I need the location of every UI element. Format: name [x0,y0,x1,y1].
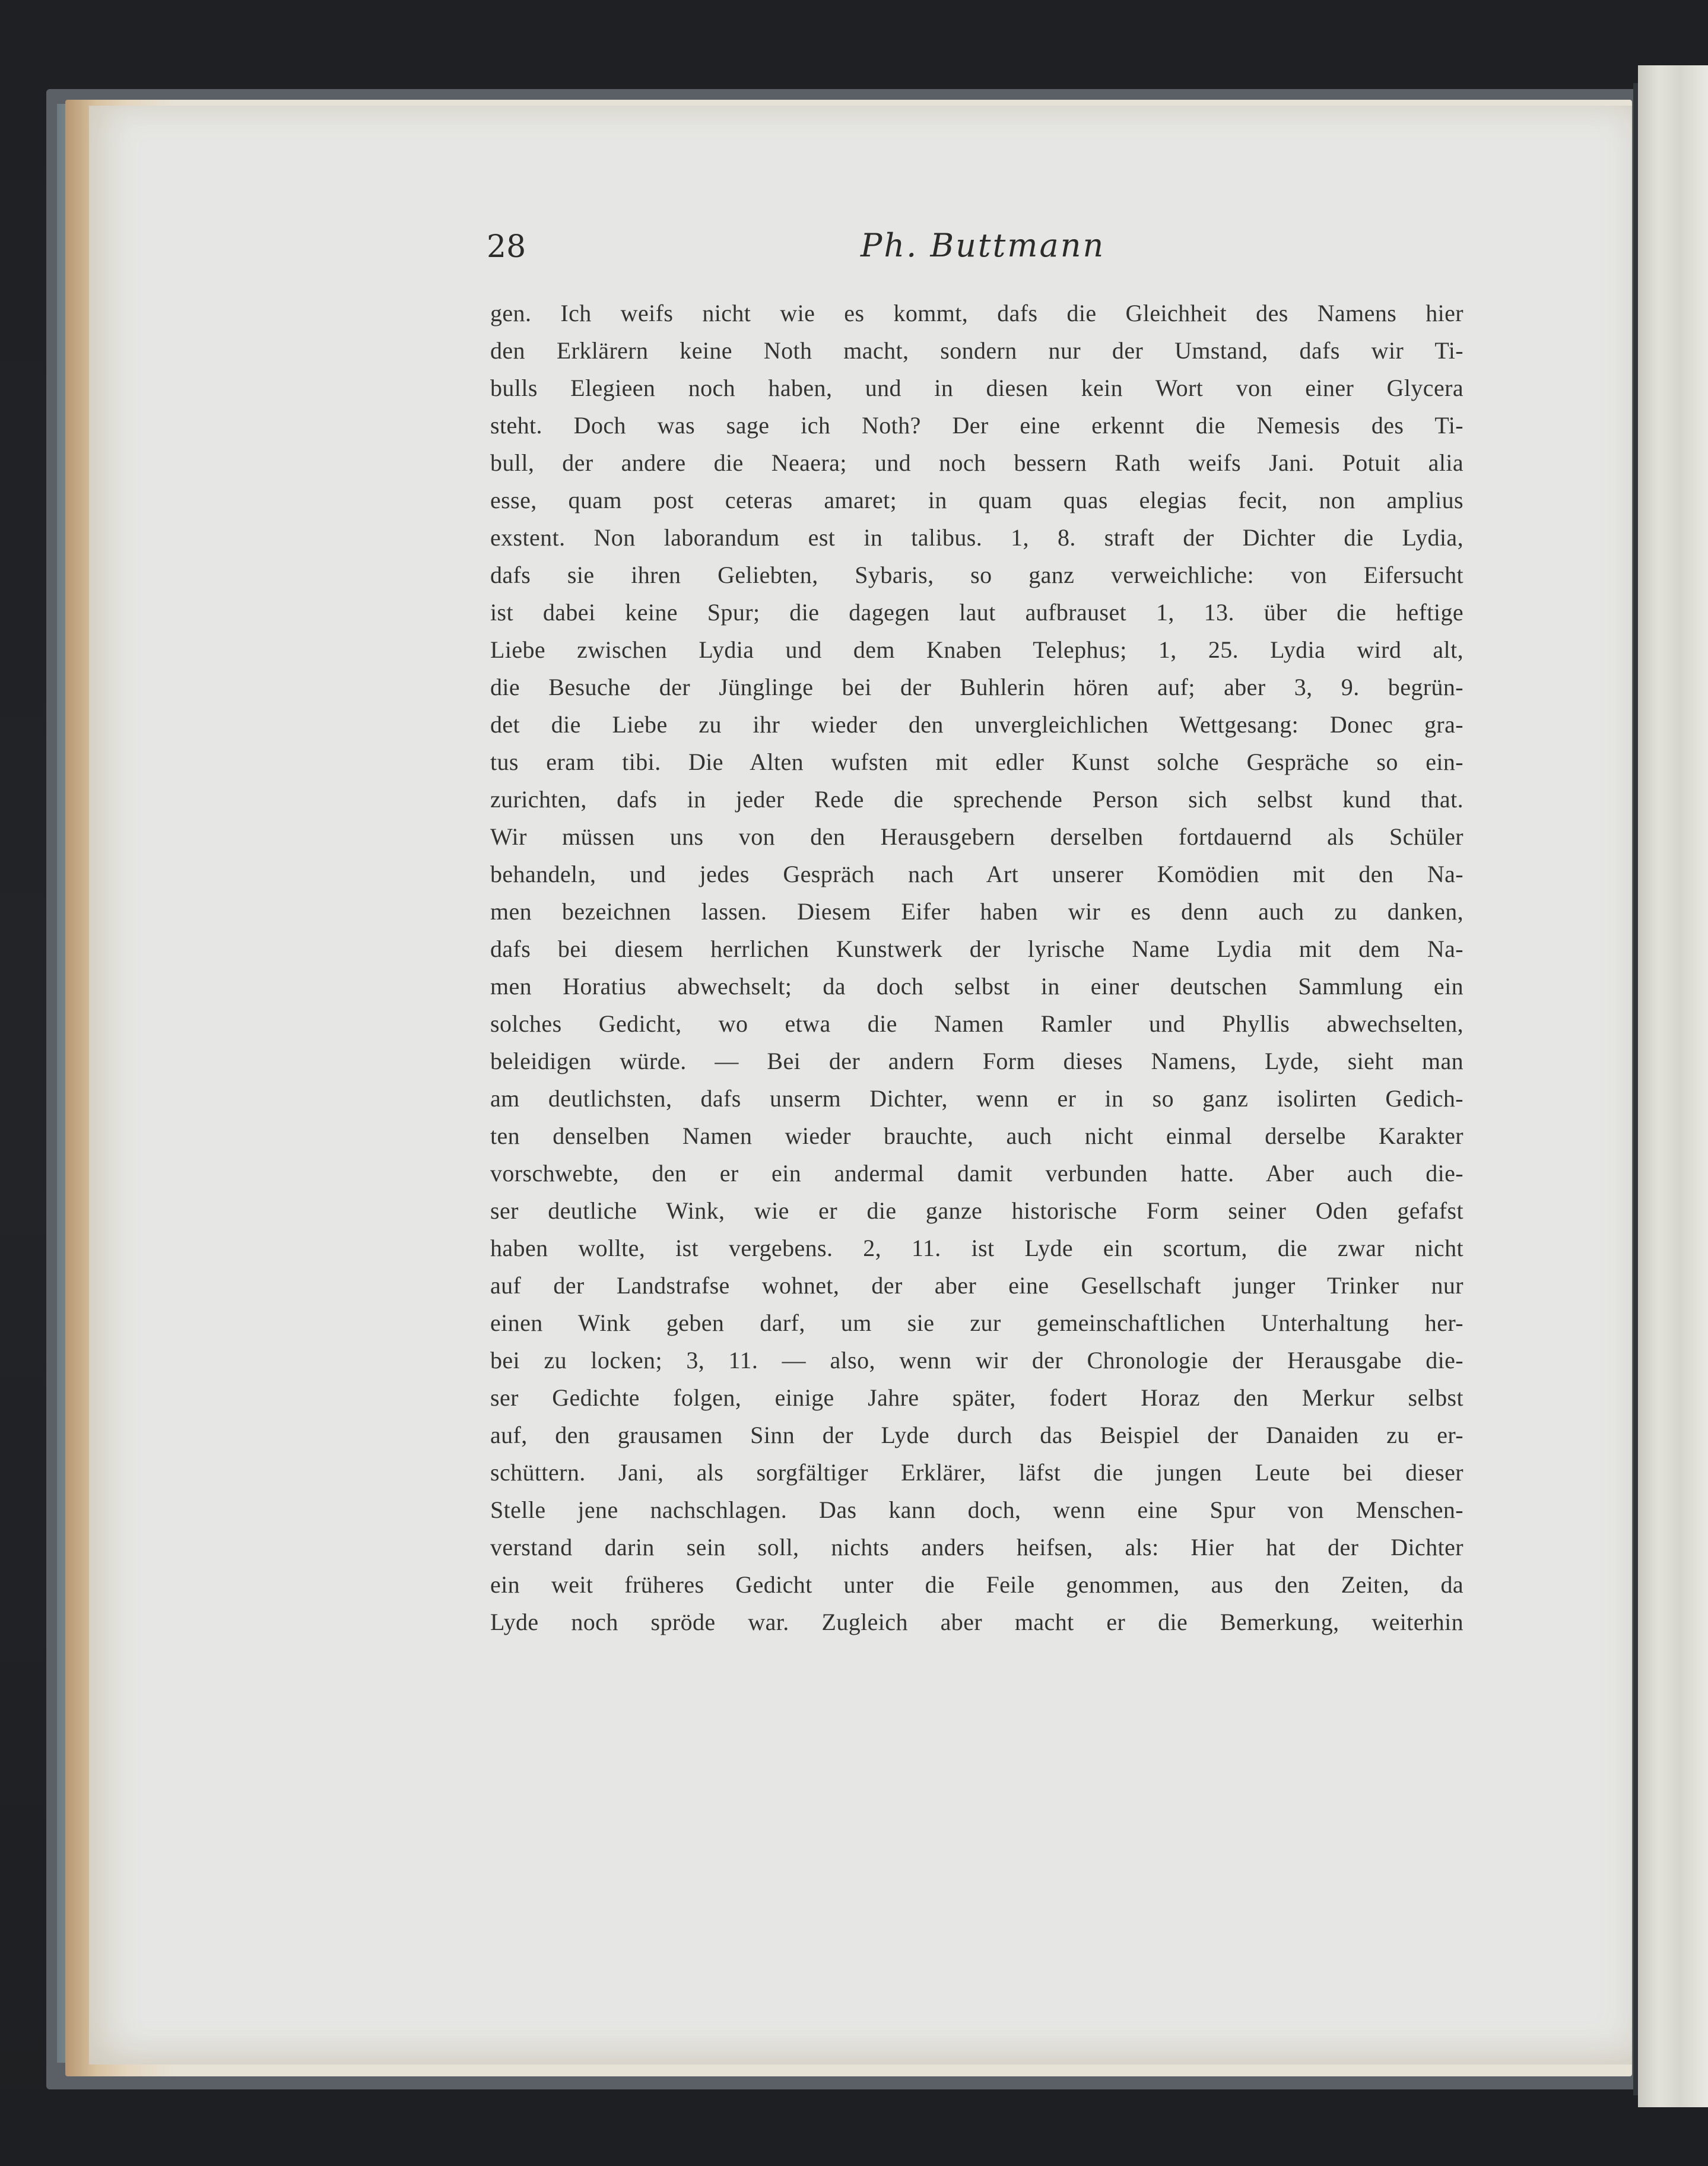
text-line: einen Wink geben darf, um sie zur gemeinschaftlichen Unterhaltung her- [490,1309,1463,1336]
text-line: Liebe zwischen Lydia und dem Knaben Telephus; 1, 25. Lydia wird alt, [490,636,1463,663]
page-number: 28 [487,229,526,265]
text-line: dafs sie ihren Geliebten, Sybaris, so ganz verweichliche: von Eifersucht [490,562,1463,588]
running-title: Ph. Buttmann [861,227,1106,264]
text-line: auf der Landstrafse wohnet, der aber eine Gesellschaft junger Trinker nur [490,1272,1463,1299]
text-line: bei zu locken; 3, 11. — also, wenn wir der Chronologie der Herausgabe die- [490,1347,1463,1374]
text-line: solches Gedicht, wo etwa die Namen Ramler und Phyllis abwechselten, [490,1010,1463,1037]
text-line: dafs bei diesem herrlichen Kunstwerk der lyrische Name Lydia mit dem Na- [490,935,1463,962]
text-line: ten denselben Namen wieder brauchte, auch nicht einmal derselbe Karakter [490,1122,1463,1149]
text-line: bulls Elegieen noch haben, und in diesen kein Wort von einer Glycera [490,375,1463,401]
text-line: die Besuche der Jünglinge bei der Buhlerin hören auf; aber 3, 9. begrün- [490,674,1463,700]
text-line: auf, den grausamen Sinn der Lyde durch das Beispiel der Danaiden zu er- [490,1422,1463,1448]
text-line: zurichten, dafs in jeder Rede die sprechende Person sich selbst kund that. [490,786,1463,813]
text-line: gen. Ich weifs nicht wie es kommt, dafs die Gleichheit des Namens hier [490,300,1463,326]
text-line: ser deutliche Wink, wie er die ganze historische Form seiner Oden gefafst [490,1197,1463,1224]
text-line: men Horatius abwechselt; da doch selbst in einer deutschen Sammlung ein [490,973,1463,1000]
text-line: vorschwebte, den er ein andermal damit verbunden hatte. Aber auch die- [490,1160,1463,1187]
text-line: bull, der andere die Neaera; und noch bessern Rath weifs Jani. Potuit alia [490,449,1463,476]
text-line: Wir müssen uns von den Herausgebern derselben fortdauernd als Schüler [490,823,1463,850]
text-line: ein weit früheres Gedicht unter die Feile genommen, aus den Zeiten, da [490,1571,1463,1598]
text-line: schüttern. Jani, als sorgfältiger Erklärer, läfst die jungen Leute bei dieser [490,1459,1463,1486]
text-line: verstand darin sein soll, nichts anders heifsen, als: Hier hat der Dichter [490,1534,1463,1561]
text-line: haben wollte, ist vergebens. 2, 11. ist Lyde ein scortum, die zwar nicht [490,1235,1463,1261]
text-line: ser Gedichte folgen, einige Jahre später, fodert Horaz den Merkur selbst [490,1384,1463,1411]
text-line: beleidigen würde. — Bei der andern Form dieses Namens, Lyde, sieht man [490,1048,1463,1074]
text-line: behandeln, und jedes Gespräch nach Art unserer Komödien mit den Na- [490,861,1463,887]
text-line: steht. Doch was sage ich Noth? Der eine erkennt die Nemesis des Ti- [490,412,1463,439]
text-line: Stelle jene nachschlagen. Das kann doch, wenn eine Spur von Menschen- [490,1496,1463,1523]
running-head [487,229,1460,277]
text-line: ist dabei keine Spur; die dagegen laut aufbrauset 1, 13. über die heftige [490,599,1463,626]
text-line: men bezeichnen lassen. Diesem Eifer haben wir es denn auch zu danken, [490,898,1463,925]
body-text [490,294,1463,1641]
text-line: Lyde noch spröde war. Zugleich aber macht er die Bemerkung, weiterhin [490,1609,1463,1635]
text-line: den Erklärern keine Noth macht, sondern nur der Umstand, dafs wir Ti- [490,337,1463,364]
text-line: exstent. Non laborandum est in talibus. 1, 8. straft der Dichter die Lydia, [490,524,1463,551]
text-line: det die Liebe zu ihr wieder den unvergleichlichen Wettgesang: Donec gra- [490,711,1463,738]
text-line: esse, quam post ceteras amaret; in quam quas elegias fecit, non amplius [490,487,1463,513]
text-line: am deutlichsten, dafs unserm Dichter, wenn er in so ganz isolirten Gedich- [490,1085,1463,1112]
adjacent-page-stack [1638,65,1708,2107]
text-line: tus eram tibi. Die Alten wufsten mit edler Kunst solche Gespräche so ein- [490,749,1463,775]
